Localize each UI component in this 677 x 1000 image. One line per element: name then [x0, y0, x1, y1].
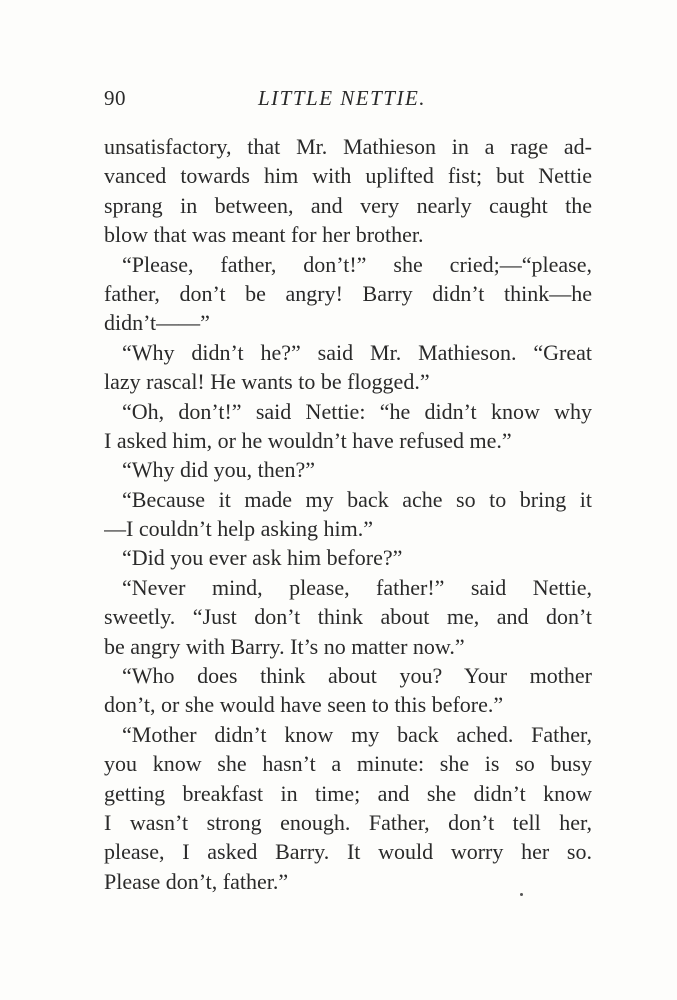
text-line: I asked him, or he wouldn’t have refused me.”: [104, 427, 512, 453]
running-title: LITTLE NETTIE.: [258, 86, 427, 110]
text-line: you know she hasn’t a minute: she is so busy: [104, 751, 592, 777]
ink-speck: [520, 893, 523, 896]
text-line: don’t, or she would have seen to this before.”: [104, 692, 504, 718]
text-line: “Did you ever ask him before?”: [122, 545, 403, 571]
text-line: “Please, father, don’t!” she cried;—“please,: [122, 251, 592, 277]
text-line: I wasn’t strong enough. Father, don’t tell her,: [104, 809, 592, 835]
text-line: “Because it made my back ache so to bring it: [122, 486, 592, 512]
text-line: vanced towards him with uplifted fist; but Nettie: [104, 163, 592, 189]
page-number: 90: [104, 86, 126, 110]
text-line: “Why didn’t he?” said Mr. Mathieson. “Great: [122, 339, 592, 365]
text-line: getting breakfast in time; and she didn’t know: [104, 780, 592, 806]
text-line: “Who does think about you? Your mother: [122, 663, 592, 689]
text-line: “Mother didn’t know my back ached. Father,: [122, 721, 592, 747]
text-line: blow that was meant for her brother.: [104, 222, 424, 248]
text-line: Please don’t, father.”: [104, 868, 289, 894]
text-line: be angry with Barry. It’s no matter now.”: [104, 633, 465, 659]
text-line: please, I asked Barry. It would worry her so.: [104, 839, 592, 865]
text-line: —I couldn’t help asking him.”: [104, 516, 374, 542]
text-line: sprang in between, and very nearly caught the: [104, 192, 592, 218]
text-line: father, don’t be angry! Barry didn’t think—he: [104, 280, 592, 306]
text-line: “Why did you, then?”: [122, 457, 316, 483]
text-line: didn’t——”: [104, 310, 210, 336]
page-header: [104, 86, 590, 116]
text-line: lazy rascal! He wants to be flogged.”: [104, 369, 430, 395]
text-line: sweetly. “Just don’t think about me, and don’t: [104, 604, 592, 630]
text-line: “Never mind, please, father!” said Nettie,: [122, 574, 592, 600]
text-line: unsatisfactory, that Mr. Mathieson in a rage ad-: [104, 134, 592, 159]
body-text: [104, 132, 592, 896]
text-line: “Oh, don’t!” said Nettie: “he didn’t know why: [122, 398, 592, 424]
